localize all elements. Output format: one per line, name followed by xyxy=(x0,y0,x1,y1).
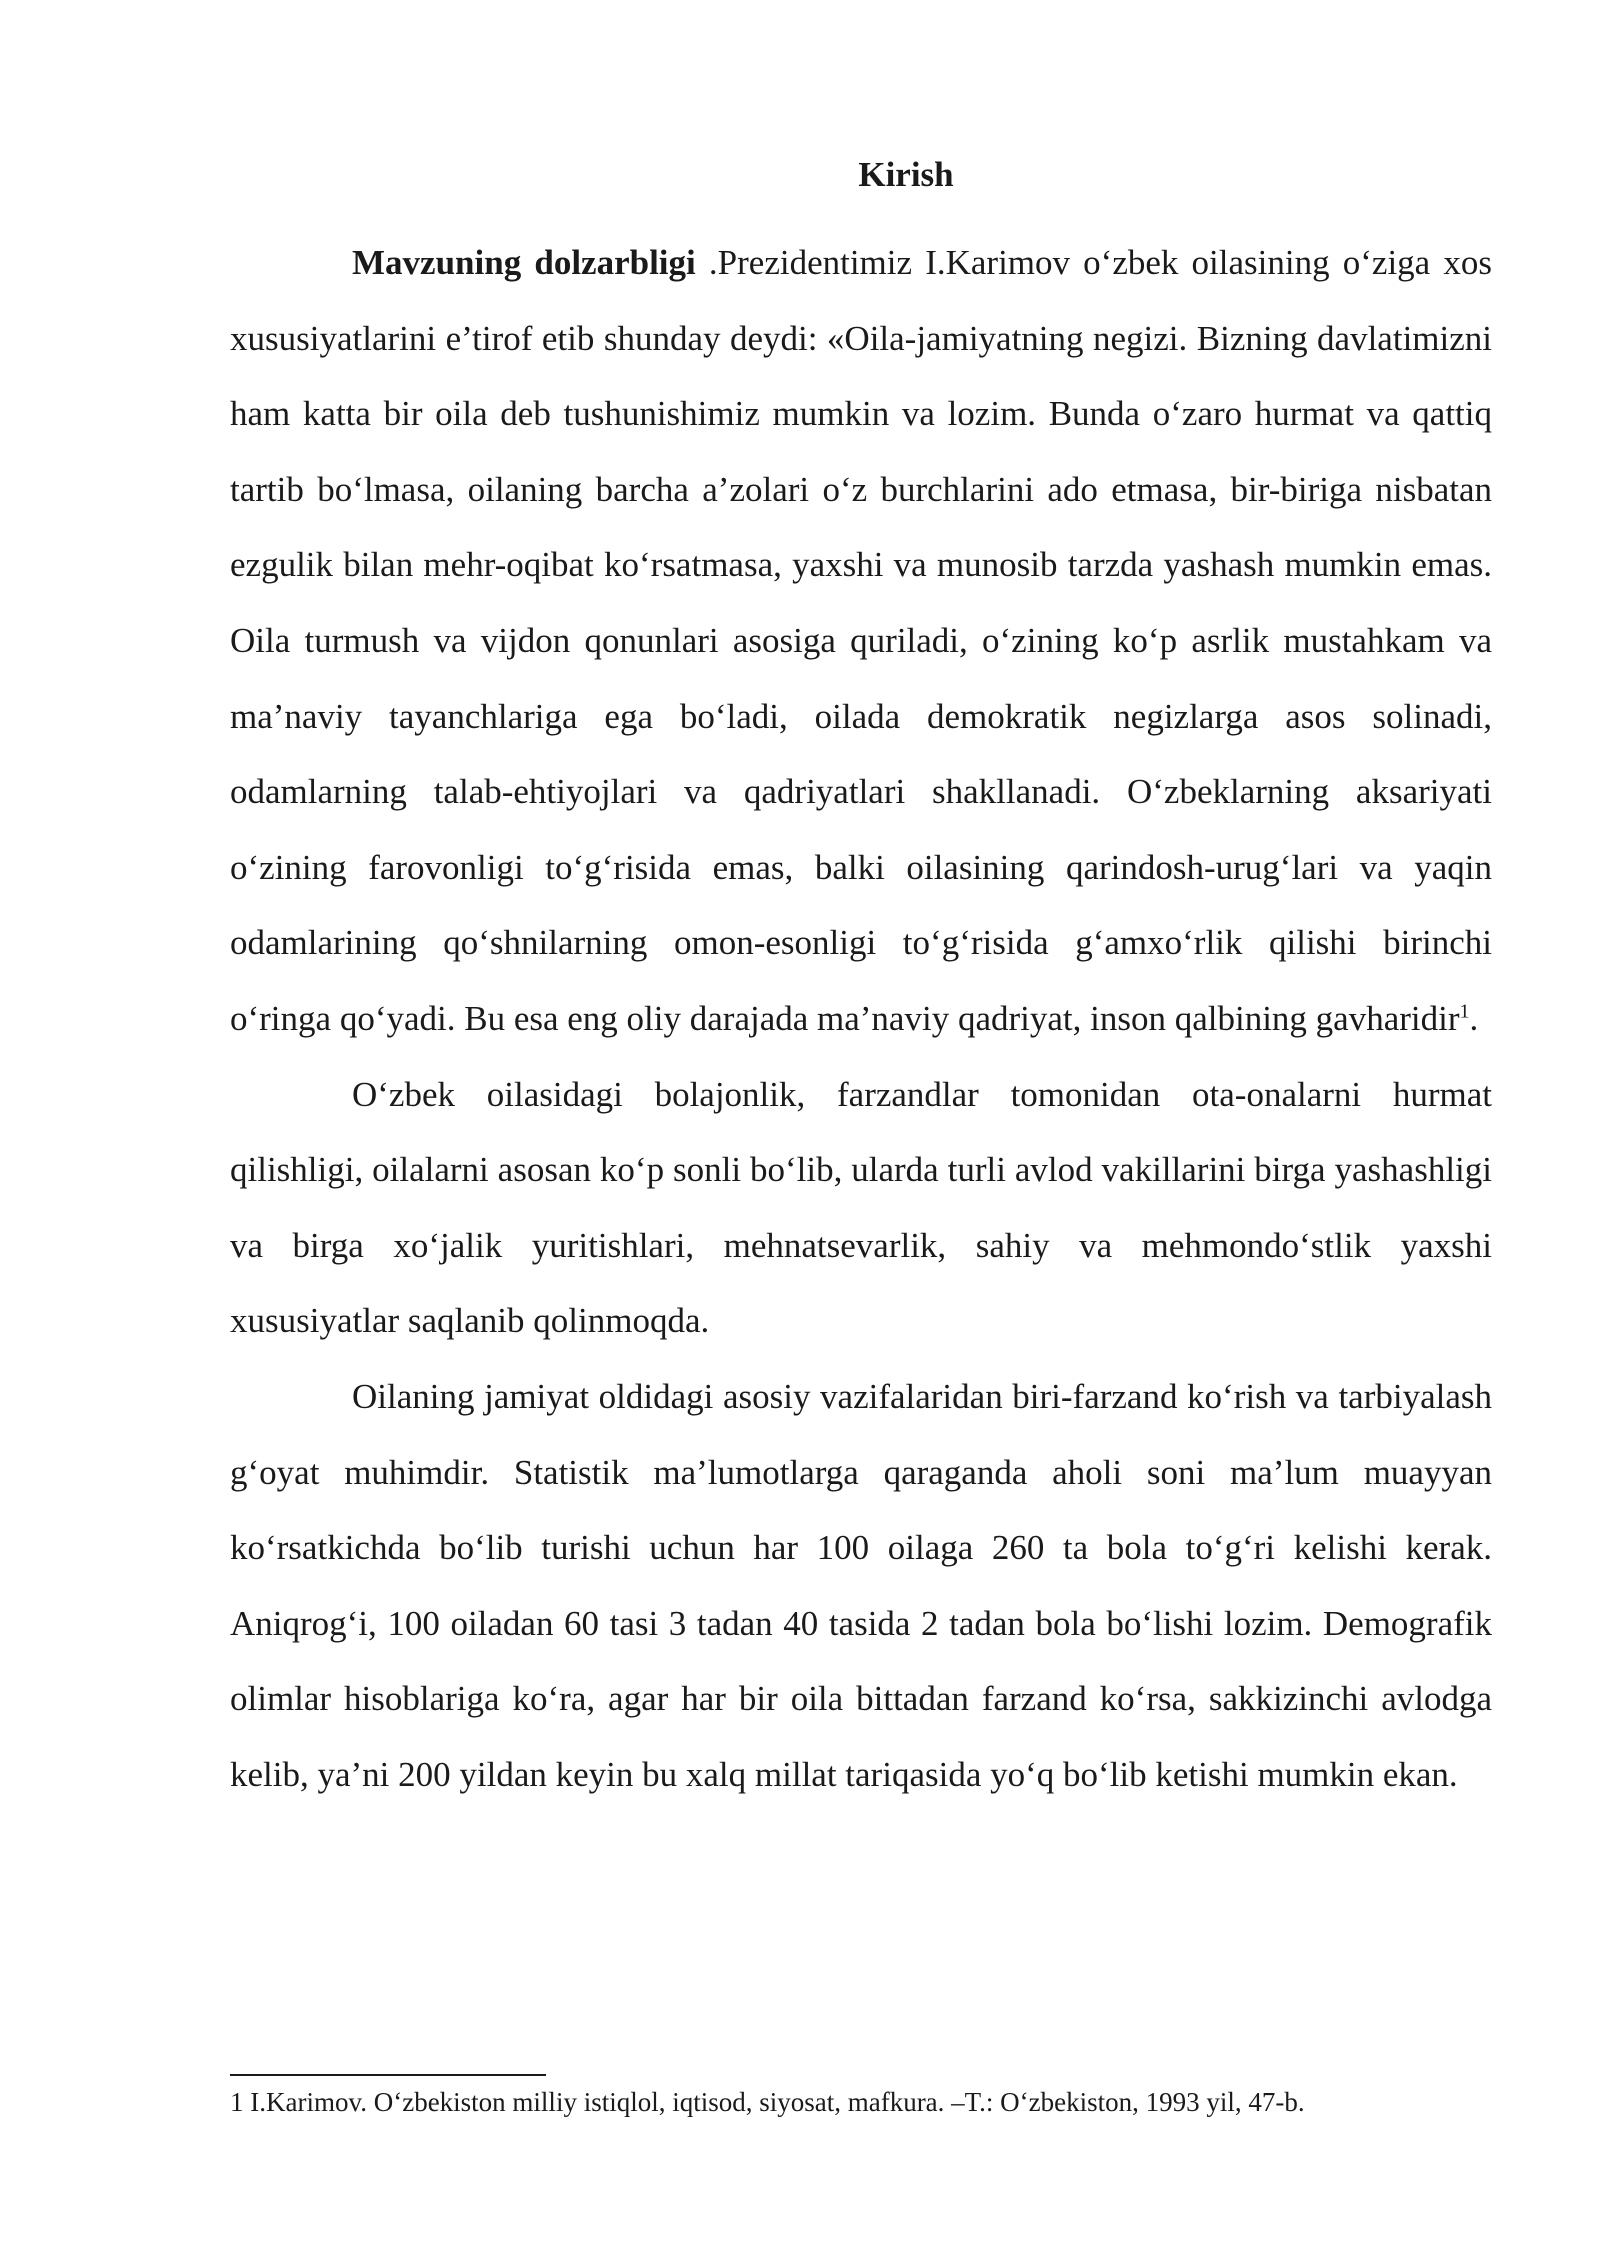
paragraph-family-traits: O‘zbek oilasidagi bolajonlik, farzandlar tomonidan ota-onalarni hurmat qilishligi, oilalarni asosan ko‘p sonli bo‘lib, ularda turli avlod vakillarini birga yashashligi va birga xo‘jalik yuritishlari, mehnatsevarlik, sahiy va mehmondo‘stlik yaxshi xususiyatlar saqlanib qolinmoqda. xyxy=(230,1074,1492,1341)
paragraph-lead-heading: Mavzuning dolzarbligi xyxy=(352,243,696,282)
page-body xyxy=(230,150,1492,1812)
paragraph-tail: . xyxy=(1469,998,1479,1038)
page-title: Kirish xyxy=(858,155,954,194)
paragraph-family-duties: Oilaning jamiyat oldidagi asosiy vazifalaridan biri-farzand ko‘rish va tarbiyalash g‘oyat muhimdir. Statistik ma’lumotlarga qaraganda aholi soni ma’lum muayyan ko‘rsatkichda bo‘lib turishi uchun har 100 oilaga 260 ta bola to‘g‘ri kelishi kerak. Aniqrog‘i, 100 oiladan 60 tasi 3 tadan 40 tasida 2 tadan bola bo‘lishi lozim. Demografik olimlar hisoblariga ko‘ra, agar har bir oila bittadan farzand ko‘rsa, sakkizinchi avlodga kelib, ya’ni 200 yildan keyin bu xalq millat tariqasida yo‘q bo‘lib ketishi mumkin ekan. xyxy=(230,1376,1492,1794)
footnote-text: 1 I.Karimov. O‘zbekiston milliy istiqlol, iqtisod, siyosat, mafkura. –T.: O‘zbekiston, 1993 yil, 47-b. xyxy=(230,2087,1305,2117)
paragraph-relevance xyxy=(230,225,1492,1057)
paragraph-text: .Prezidentimiz I.Karimov o‘zbek oilasining o‘ziga xos xususiyatlarini e’tirof etib shunday deydi: «Oila-jamiyatning negizi. Bizning davlatimizni ham katta bir oila deb tushunishimiz mumkin va lozim. Bunda o‘zaro hurmat va qattiq tartib bo‘lmasa, oilaning barcha a’zolari o‘z burchlarini ado etmasa, bir-biriga nisbatan ezgulik bilan mehr-oqibat ko‘rsatmasa, yaxshi va munosib tarzda yashash mumkin emas. Oila turmush va vijdon qonunlari asosiga quriladi, o‘zining ko‘p asrlik mustahkam va ma’naviy tayanchlariga ega bo‘ladi, oilada demokratik negizlarga asos solinadi, odamlarning talab-ehtiyojlari va qadriyatlari shakllanadi. O‘zbeklarning aksariyati o‘zining farovonligi to‘g‘risida emas, balki oilasining qarindosh-urug‘lari va yaqin odamlarining qo‘shnilarning omon-esonligi to‘g‘risida g‘amxo‘rlik qilishi birinchi o‘ringa qo‘yadi. Bu esa eng oliy darajada ma’naviy qadriyat, inson qalbining gavharidir xyxy=(230,243,1492,1038)
footnote-reference[interactable]: 1 xyxy=(1459,1000,1470,1023)
footnote-divider xyxy=(230,2074,546,2076)
